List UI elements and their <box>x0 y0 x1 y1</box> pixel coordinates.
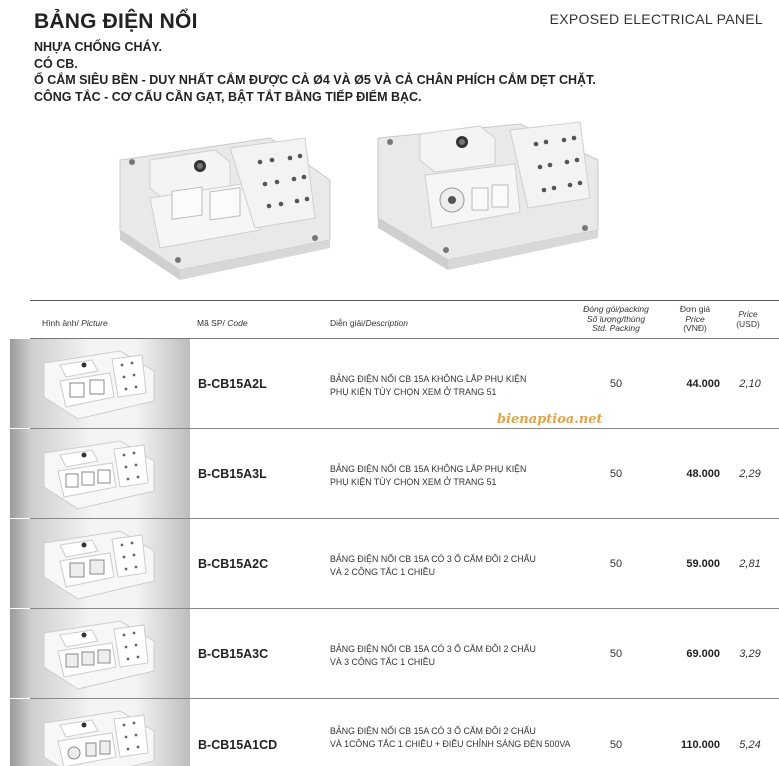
price-usd: 3,29 <box>739 648 761 660</box>
col-header-price-vnd: Đơn giá Price (VNĐ) <box>679 304 711 333</box>
table-row <box>0 519 779 609</box>
row-product-image <box>40 705 158 766</box>
product-description: BẢNG ĐIỆN NỔI CB 15A KHÔNG LẮP PHỤ KIỆN PHỤ KIỆN TÙY CHỌN XEM Ở TRANG 51 <box>330 374 527 397</box>
product-image-panel-dimmer <box>370 120 605 290</box>
product-description: BẢNG ĐIỆN NỔI CB 15A CÓ 3 Ổ CẮM ĐÔI 2 CHẤU VÀ 2 CÔNG TẮC 1 CHIỀU <box>330 554 536 577</box>
product-description: BẢNG ĐIỆN NỔI CB 15A KHÔNG LẮP PHỤ KIỆN PHỤ KIỆN TÙY CHỌN XEM Ở TRANG 51 <box>330 464 527 487</box>
price-vnd: 44.000 <box>686 378 720 390</box>
packing-qty: 50 <box>609 378 623 390</box>
packing-qty: 50 <box>609 648 623 660</box>
packing-qty: 50 <box>609 739 623 751</box>
col-header-code: Mã SP/ Code <box>197 318 248 328</box>
table-row <box>0 339 779 429</box>
site-watermark: bienaptiоa.net <box>497 412 603 427</box>
product-description: BẢNG ĐIỆN NỔI CB 15A CÓ 3 Ổ CẮM ĐÔI 2 CHẤU VÀ 3 CÔNG TẮC 1 CHIỀU <box>330 644 536 667</box>
row-product-image <box>40 345 158 425</box>
row-product-image <box>40 525 158 605</box>
table-row <box>0 429 779 519</box>
product-code: B-CB15A2C <box>198 557 269 571</box>
table-row <box>0 699 779 766</box>
feature-list <box>34 39 596 105</box>
price-usd: 2,29 <box>739 468 761 480</box>
packing-qty: 50 <box>609 558 623 570</box>
product-code: B-CB15A1CD <box>198 738 278 752</box>
price-vnd: 110.000 <box>680 739 720 751</box>
product-code: B-CB15A3L <box>198 467 267 481</box>
packing-qty: 50 <box>609 468 623 480</box>
row-product-image <box>40 435 158 515</box>
price-vnd: 59.000 <box>686 558 720 570</box>
price-usd: 2,10 <box>739 378 761 390</box>
page-title-english: EXPOSED ELECTRICAL PANEL <box>549 11 763 27</box>
row-product-image <box>40 615 158 695</box>
table-row <box>0 609 779 699</box>
feature-line: Ổ CẮM SIÊU BỀN - DUY NHẤT CẮM ĐƯỢC CẢ Ø4 VÀ Ø5 VÀ CẢ CHÂN PHÍCH CẮM DẸT CHẶT. <box>34 73 596 87</box>
product-description: BẢNG ĐIỆN NỔI CB 15A CÓ 3 Ổ CẮM ĐÔI 2 CHẤU VÀ 1CÔNG TẮC 1 CHIỀU + ĐIỀU CHỈNH SÁNG ĐÈN 500VA <box>330 726 571 749</box>
col-header-picture: Hình ảnh/ Picture <box>42 318 108 328</box>
product-code: B-CB15A3C <box>198 647 269 661</box>
col-header-description: Diễn giải/Description <box>330 318 408 328</box>
feature-line: CÓ CB. <box>34 56 78 71</box>
price-vnd: 48.000 <box>686 468 720 480</box>
price-usd: 5,24 <box>739 739 761 751</box>
col-header-packing: Đóng gói/packing Số lượng/thùng Std. Packing <box>583 304 649 333</box>
product-code: B-CB15A2L <box>198 377 267 391</box>
price-usd: 2,81 <box>739 558 761 570</box>
table-top-rule <box>30 300 779 301</box>
feature-line: NHỰA CHỐNG CHÁY. <box>34 40 162 54</box>
price-vnd: 69.000 <box>686 648 720 660</box>
product-image-panel-2-switch <box>110 120 335 290</box>
page-title: BẢNG ĐIỆN NỔI <box>34 10 198 33</box>
feature-line: CÔNG TẮC - CƠ CẤU CẦN GẠT, BẬT TẮT BẰNG TIẾP ĐIỂM BẠC. <box>34 89 422 104</box>
col-header-price-usd: Price (USD) <box>736 309 760 329</box>
